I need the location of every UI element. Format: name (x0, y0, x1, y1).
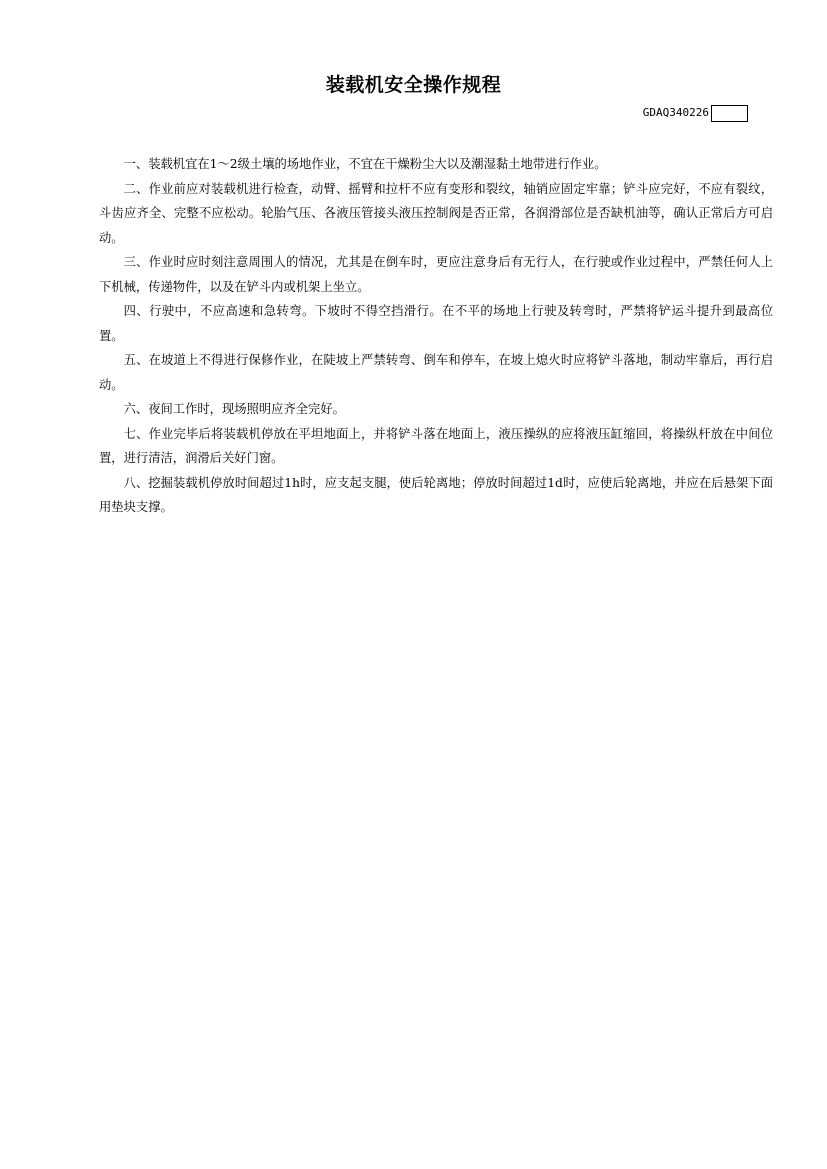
paragraph-2: 二、作业前应对装载机进行检查，动臂、摇臂和拉杆不应有变形和裂纹，轴销应固定牢靠；铲斗应完好，不应有裂纹，斗齿应齐全、完整不应松动。轮胎气压、各液压管接头液压控制阀是否正常，各润滑部位是否缺机油等，确认正常后方可启动。 (99, 181, 773, 245)
paragraph-8: 八、挖掘装载机停放时间超过1h时，应支起支腿，使后轮离地；停放时间超过1d时，应使后轮离地，并应在后悬架下面用垫块支撑。 (99, 475, 773, 514)
paragraph-7: 七、作业完毕后将装载机停放在平坦地面上，并将铲斗落在地面上，液压操纵的应将液压缸缩回，将操纵杆放在中间位置，进行清洁，润滑后关好门窗。 (99, 426, 773, 465)
paragraph-3: 三、作业时应时刻注意周围人的情况，尤其是在倒车时，更应注意身后有无行人，在行驶或作业过程中，严禁任何人上下机械，传递物件，以及在铲斗内或机架上坐立。 (99, 255, 773, 294)
document-code-box (711, 105, 748, 122)
paragraph-1: 一、装载机宜在1～2级土壤的场地作业，不宜在干燥粉尘大以及潮湿黏土地带进行作业。 (123, 157, 607, 171)
document-body (99, 152, 773, 520)
paragraph-4: 四、行驶中，不应高速和急转弯。下坡时不得空挡滑行。在不平的场地上行驶及转弯时，严禁将铲运斗提升到最高位置。 (99, 304, 773, 343)
paragraph-6: 六、夜间工作时，现场照明应齐全完好。 (123, 402, 345, 416)
paragraph-5: 五、在坡道上不得进行保修作业，在陡坡上严禁转弯、倒车和停车，在坡上熄火时应将铲斗落地，制动牢靠后，再行启动。 (99, 353, 773, 392)
document-code: GDAQ340226 (642, 106, 709, 119)
document-code-row (643, 104, 748, 122)
document-title: 装载机安全操作规程 (325, 74, 502, 96)
